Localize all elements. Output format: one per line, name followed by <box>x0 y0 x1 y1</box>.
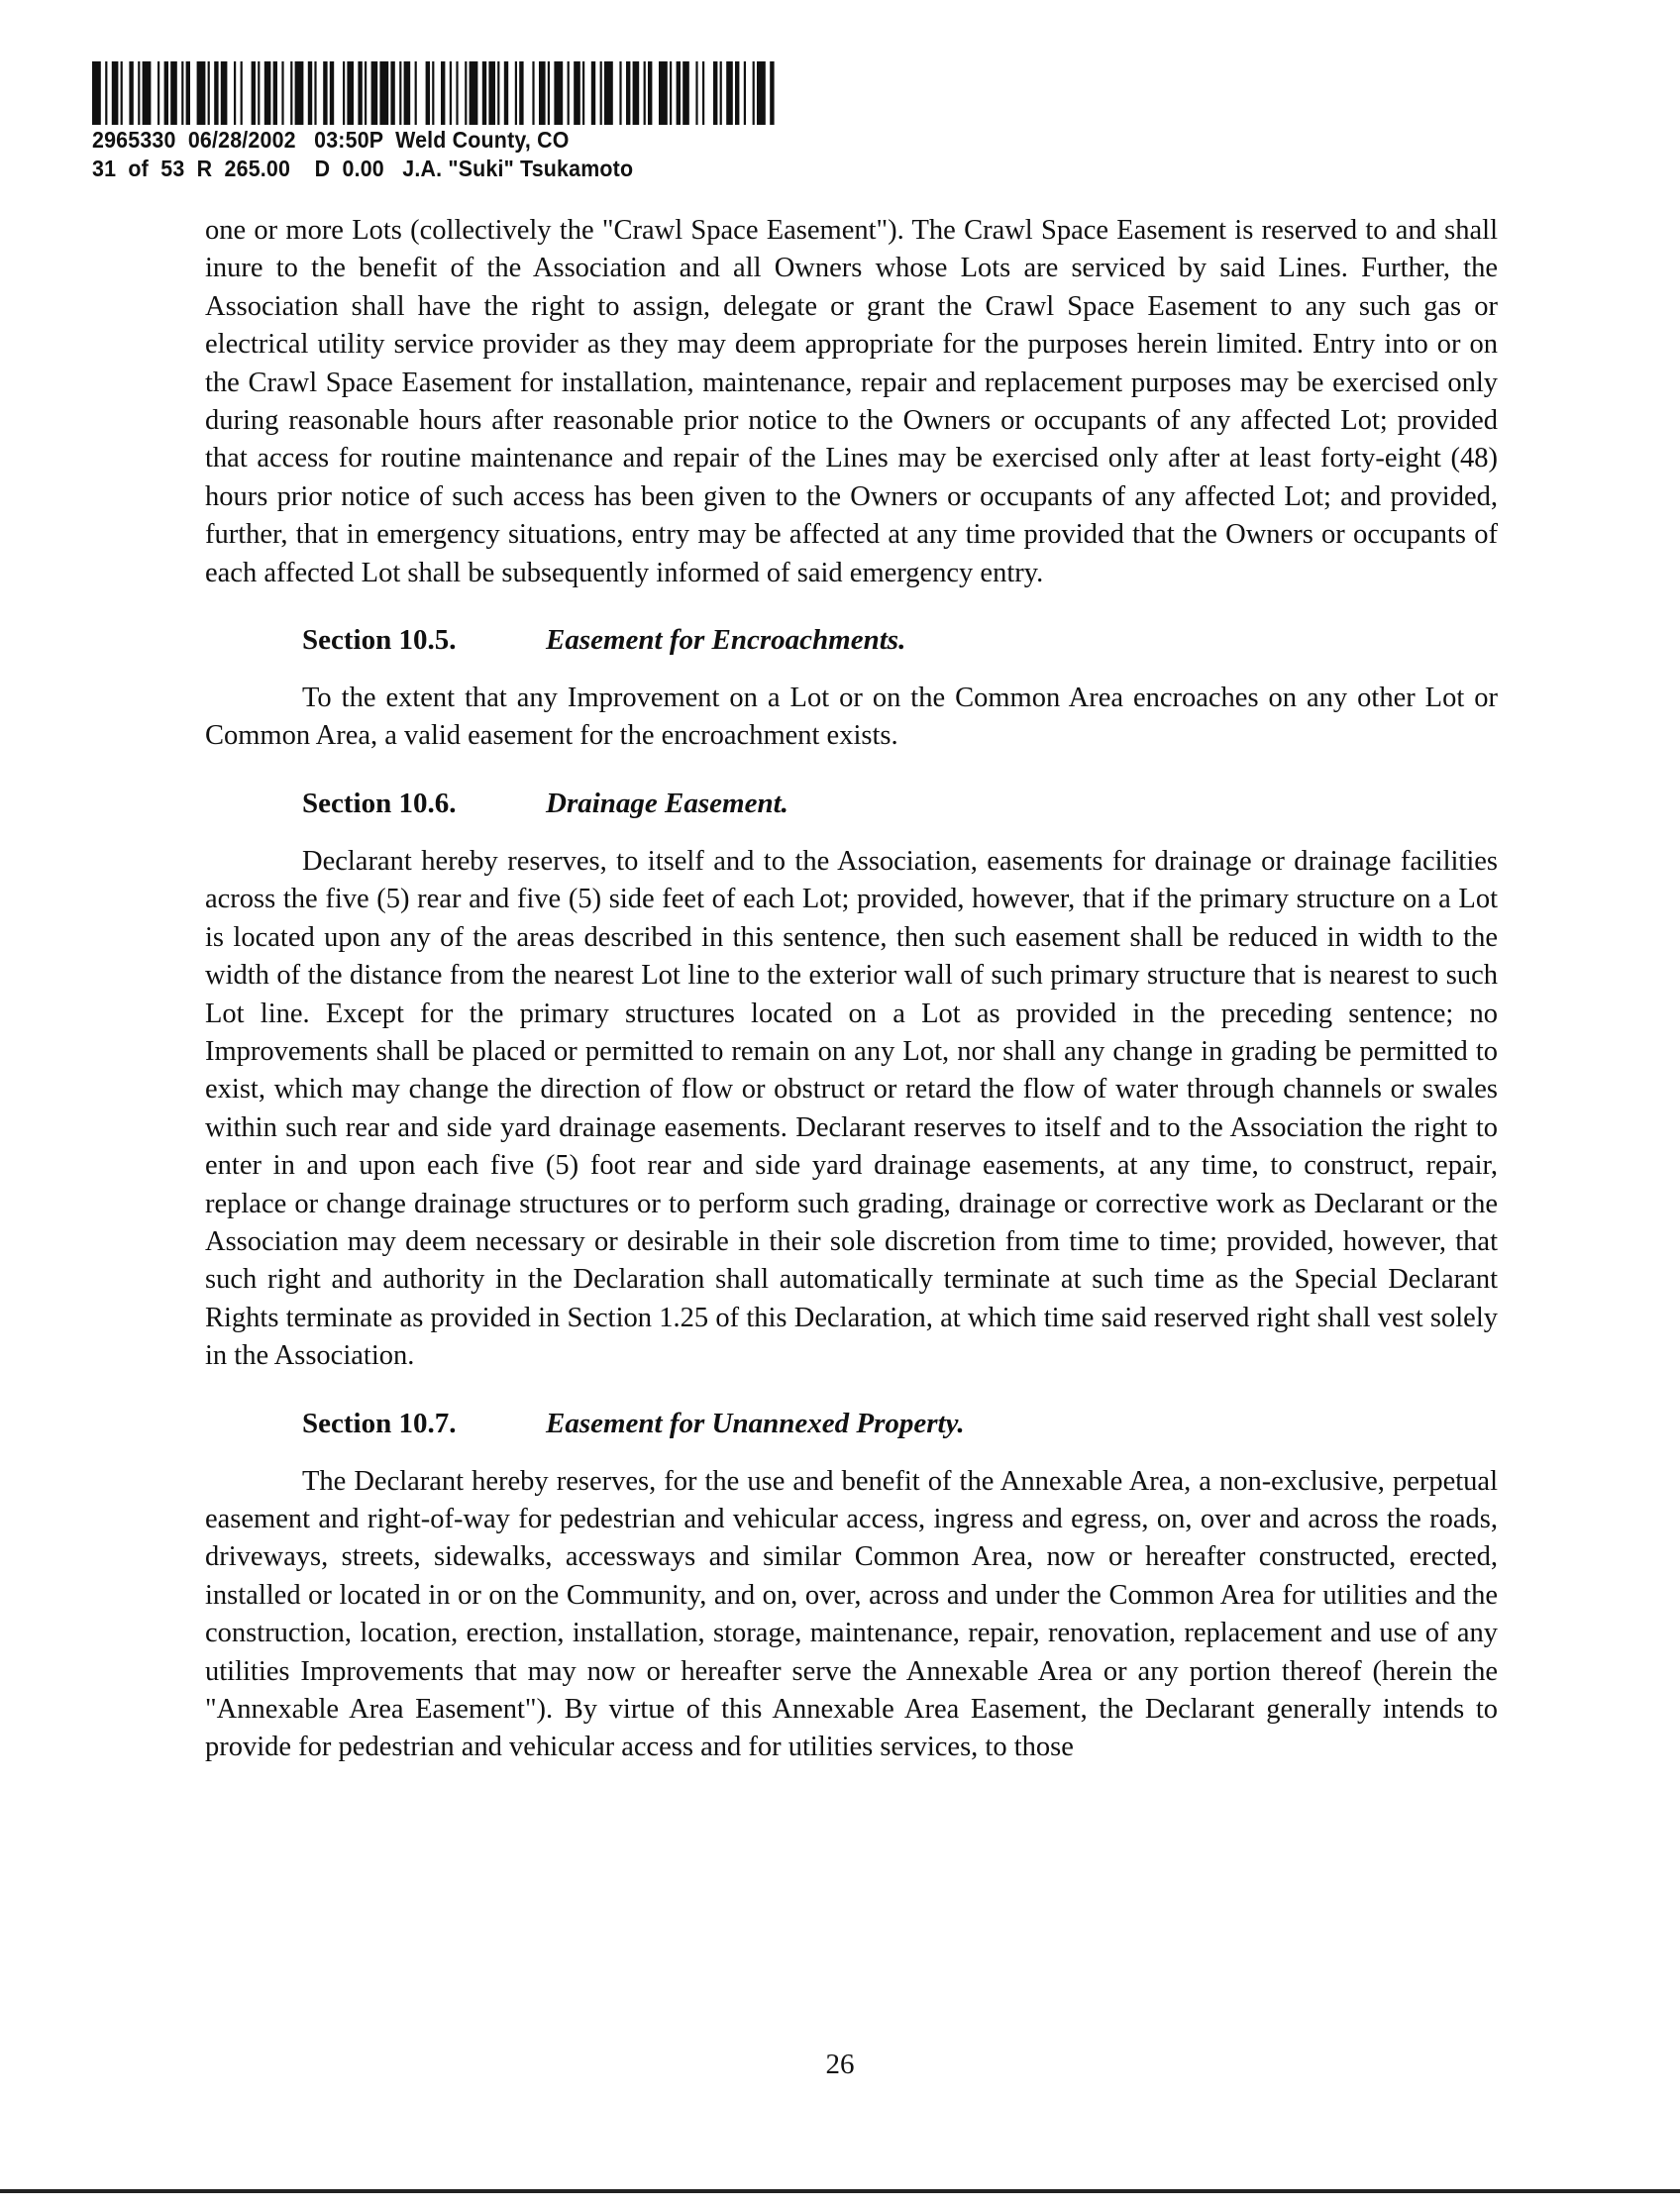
barcode-bar <box>390 61 394 125</box>
barcode-bar <box>702 61 704 125</box>
barcode-bar <box>465 61 467 125</box>
barcode-bar <box>713 61 717 125</box>
section-10-7-heading <box>205 1405 1498 1442</box>
barcode-bar <box>143 61 152 125</box>
barcode-bar <box>426 61 430 125</box>
barcode-bar <box>753 61 755 125</box>
recording-stamp-line-1: 2965330 06/28/2002 03:50P Weld County, CO <box>92 127 570 153</box>
barcode-bar <box>574 61 580 125</box>
barcode-bar <box>720 61 722 125</box>
barcode-bar <box>264 61 271 125</box>
barcode-bar <box>539 61 546 125</box>
barcode-bar <box>470 61 478 125</box>
barcode-bar <box>197 61 206 125</box>
barcode-bar <box>92 61 101 125</box>
barcode-bar <box>158 61 159 125</box>
barcode-bar <box>519 61 523 125</box>
barcode-bar <box>214 61 218 125</box>
barcode-bar <box>695 61 697 125</box>
barcode-bar <box>450 61 452 125</box>
section-10-6-heading <box>205 785 1498 822</box>
barcode-bar <box>273 61 277 125</box>
barcode-bar <box>532 61 534 125</box>
barcode-bar <box>648 61 652 125</box>
barcode-bar <box>504 61 508 125</box>
barcode-bar <box>323 61 327 125</box>
barcode-bar <box>482 61 486 125</box>
barcode-bar <box>105 61 107 125</box>
barcode-bar <box>358 61 362 125</box>
barcode-bar <box>554 61 563 125</box>
barcode-bar <box>633 61 640 125</box>
barcode-bar <box>456 61 458 125</box>
barcode-bar <box>604 61 613 125</box>
section-10-6-text: Declarant hereby reserves, to itself and to the Association, easements for drainage or drainage facilities across the five (5) rear and five (5) side feet of each Lot; provided, however, that if the primary structure on a Lot is located upon any of the areas described in this sentence, then such easement shall be reduced in width to the width of the distance from the nearest Lot line to the exterior wall of such primary structure that is nearest to such Lot line. Except for the primary structures located on a Lot as provided in the preceding sentence; no Improvements shall be placed or permitted to remain on any Lot, nor shall any change in grading be permitted to exist, which may change the direction of flow or obstruct or retard the flow of water through channels or swales within such rear and side yard drainage easements. Declarant reserves to itself and to the Association the right to enter in and upon each five (5) foot rear and side yard drainage easements, at any time, to construct, repair, replace or change drainage structures or to perform such grading, drainage or corrective work as Declarant or the Association may deem necessary or desirable in their sole discretion from time to time; provided, however, that such right and authority in the Declaration shall automatically terminate at such time as the Special Declarant Rights terminate as provided in Section 1.25 of this Declaration, at which time said reserved right shall vest solely in the Association. <box>205 845 1498 1372</box>
barcode-bar <box>735 61 739 125</box>
barcode-bar <box>441 61 445 125</box>
barcode-bar <box>221 61 228 125</box>
barcode-bar <box>308 61 312 125</box>
section-10-7-text: The Declarant hereby reserves, for the use and benefit of the Annexable Area, a non-exclusive, perpetual easement and right-of-way for pedestrian and vehicular access, ingress and egress, on, over and across the roads, driveways, streets, sidewalks, accessways and similar Common Area, now or hereafter constructed, erected, installed or located in or on the Community, and on, over, across and under the Common Area for utilities and the construction, location, erection, installation, storage, maintenance, repair, renovation, replacement and use of any utilities Improvements that may now or hereafter serve the Annexable Area or any portion thereof (herein the "Annexable Area Easement"). By virtue of this Annexable Area Easement, the Declarant generally intends to provide for pedestrian and vehicular access and for utilities services, to those <box>205 1465 1498 1763</box>
section-10-5-heading <box>205 621 1498 659</box>
barcode-bar <box>343 61 345 125</box>
section-title: Easement for Encroachments. <box>546 624 906 657</box>
barcode-bar <box>379 61 388 125</box>
section-number: Section 10.7. <box>302 1407 457 1439</box>
recording-barcode <box>92 61 776 125</box>
section-title: Easement for Unannexed Property. <box>546 1407 965 1439</box>
barcode-bar <box>208 61 210 125</box>
barcode-bar <box>670 61 672 125</box>
section-title: Drainage Easement. <box>546 787 788 819</box>
barcode-bar <box>121 61 123 125</box>
barcode-bar <box>138 61 140 125</box>
barcode-bar <box>164 61 168 125</box>
barcode-bar <box>404 61 411 125</box>
barcode-bar <box>399 61 401 125</box>
barcode-bar <box>619 61 621 125</box>
barcode-bar <box>644 61 646 125</box>
barcode-bar <box>314 61 316 125</box>
barcode-bar <box>582 61 584 125</box>
barcode-bar <box>682 61 689 125</box>
barcode-bar <box>626 61 630 125</box>
barcode-bar <box>281 61 283 125</box>
recording-stamp-line-2: 31 of 53 R 265.00 D 0.00 J.A. "Suki" Tsukamoto <box>92 156 634 181</box>
barcode-bar <box>365 61 367 125</box>
barcode-bar <box>497 61 499 125</box>
barcode-bar <box>659 61 668 125</box>
barcode-bar <box>295 61 304 125</box>
barcode-bar <box>371 61 378 125</box>
barcode-bar <box>252 61 256 125</box>
bottom-scan-rule <box>0 2189 1680 2193</box>
barcode-bar <box>726 61 733 125</box>
barcode-bar <box>234 61 236 125</box>
barcode-bar <box>677 61 681 125</box>
barcode-bar <box>415 61 417 125</box>
barcode-bar <box>432 61 434 125</box>
barcode-bar <box>330 61 334 125</box>
barcode-bar <box>181 61 183 125</box>
barcode-bar <box>591 61 595 125</box>
barcode-bar <box>347 61 354 125</box>
barcode-bar <box>770 61 774 125</box>
section-number: Section 10.5. <box>302 624 457 657</box>
document-body <box>205 212 1498 1767</box>
barcode-bar <box>744 61 746 125</box>
barcode-bar <box>515 61 517 125</box>
barcode-bar <box>241 61 243 125</box>
barcode-bar <box>186 61 190 125</box>
barcode-bar <box>170 61 177 125</box>
barcode-bar <box>258 61 260 125</box>
section-10-5-text: To the extent that any Improvement on a Lot or on the Common Area encroaches on any other Lot or Common Area, a valid easement for the encroachment exists. <box>205 683 1498 752</box>
barcode-bar <box>600 61 602 125</box>
section-number: Section 10.6. <box>302 787 457 819</box>
barcode-bar <box>757 61 766 125</box>
barcode-bar <box>488 61 495 125</box>
barcode-bar <box>568 61 570 125</box>
barcode-bar <box>112 61 119 125</box>
barcode-bar <box>290 61 292 125</box>
barcode-bar <box>548 61 550 125</box>
barcode-bar <box>129 61 133 125</box>
page-number: 26 <box>825 2049 855 2080</box>
continuation-paragraph: one or more Lots (collectively the "Crawl Space Easement"). The Crawl Space Easement is reserved to and shall inure to the benefit of the Association and all Owners whose Lots are serviced by said Lines. Further, the Association shall have the right to assign, delegate or grant the Crawl Space Easement to any such gas or electrical utility service provider as they may deem appropriate for the purposes herein limited. Entry into or on the Crawl Space Easement for installation, maintenance, repair and replacement purposes may be exercised only during reasonable hours after reasonable prior notice to the Owners or occupants of any affected Lot; provided that access for routine maintenance and repair of the Lines may be exercised only after at least forty-eight (48) hours prior notice of such access has been given to the Owners or occupants of any affected Lot; and provided, further, that in emergency situations, entry may be affected at any time provided that the Owners or occupants of each affected Lot shall be subsequently informed of said emergency entry. <box>205 215 1498 588</box>
